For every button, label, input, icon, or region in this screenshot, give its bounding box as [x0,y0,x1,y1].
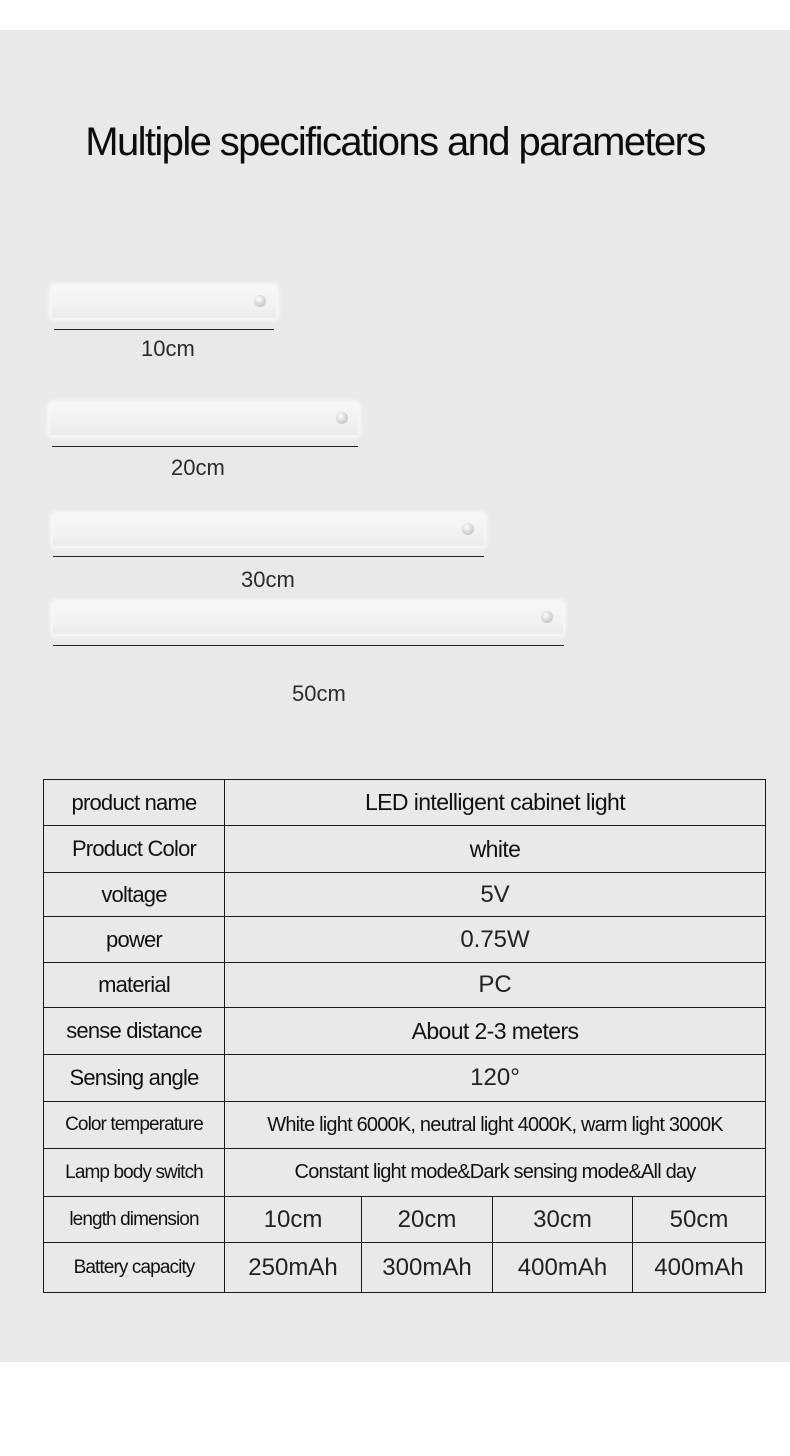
spec-value: 400mAh [633,1243,766,1293]
spec-value: About 2-3 meters [225,1008,766,1055]
table-row [44,873,766,917]
size-label-20cm: 20cm [171,455,225,480]
spec-value: 5V [225,873,766,917]
motion-sensor-icon [254,295,266,307]
spec-value: 400mAh [493,1243,633,1293]
table-row [44,1149,766,1197]
spec-value: 250mAh [225,1243,362,1293]
size-label-50cm: 50cm [292,681,346,706]
size-line-30cm [53,556,484,557]
spec-value: 0.75W [225,917,766,963]
page-title: Multiple specifications and parameters [85,120,705,164]
light-bar-20cm [50,403,358,435]
spec-label: Sensing angle [44,1055,225,1102]
spec-value: 30cm [493,1197,633,1243]
motion-sensor-icon [462,523,474,535]
size-line-20cm [52,446,358,447]
spec-label: length dimension [44,1197,225,1243]
spec-value: 300mAh [362,1243,493,1293]
light-bar-50cm [53,602,563,634]
table-row [44,826,766,873]
spec-value: LED intelligent cabinet light [225,780,766,826]
spec-value: White light 6000K, neutral light 4000K, warm light 3000K [225,1102,766,1149]
spec-value: white [225,826,766,873]
table-row [44,1243,766,1293]
size-line-50cm [53,645,564,646]
spec-value: Constant light mode&Dark sensing mode&All day [225,1149,766,1197]
table-row [44,1008,766,1055]
spec-value: 10cm [225,1197,362,1243]
spec-label: voltage [44,873,225,917]
table-row [44,963,766,1008]
spec-value: 20cm [362,1197,493,1243]
spec-label: sense distance [44,1008,225,1055]
motion-sensor-icon [541,611,553,623]
table-row [44,780,766,826]
table-row [44,1197,766,1243]
spec-label: Battery capacity [44,1243,225,1293]
size-label-10cm: 10cm [141,336,195,361]
size-label-30cm: 30cm [241,567,295,592]
spec-label: Lamp body switch [44,1149,225,1197]
spec-value: PC [225,963,766,1008]
motion-sensor-icon [336,412,348,424]
spec-value: 50cm [633,1197,766,1243]
spec-table [43,779,766,1293]
spec-label: material [44,963,225,1008]
spec-label: power [44,917,225,963]
table-row [44,917,766,963]
spec-label: product name [44,780,225,826]
spec-value: 120° [225,1055,766,1102]
table-row [44,1102,766,1149]
light-bar-10cm [52,286,276,318]
light-bar-30cm [53,514,484,546]
size-line-10cm [54,329,274,330]
table-row [44,1055,766,1102]
spec-label: Product Color [44,826,225,873]
spec-label: Color temperature [44,1102,225,1149]
